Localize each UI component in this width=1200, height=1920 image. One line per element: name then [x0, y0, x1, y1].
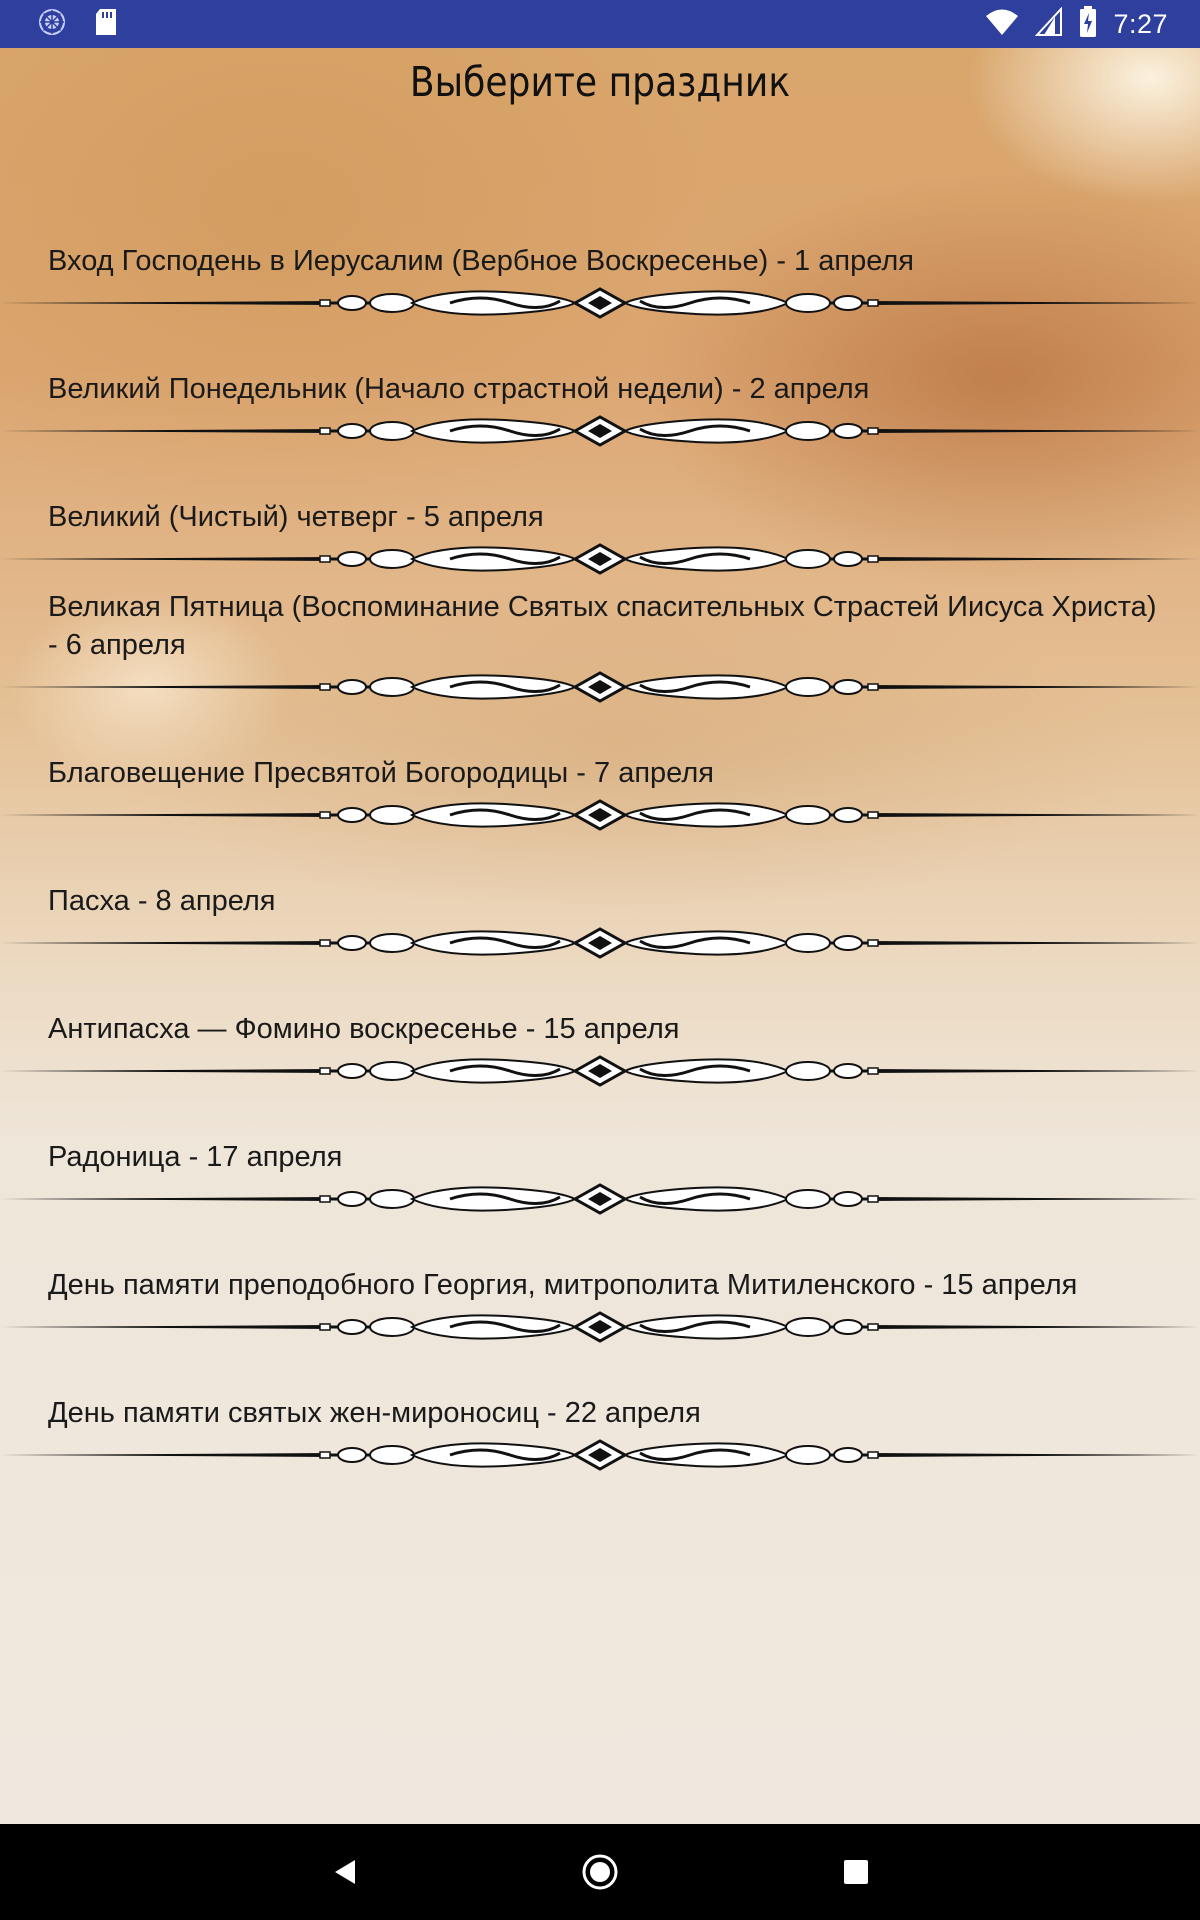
list-item[interactable]	[0, 839, 1200, 967]
list-item[interactable]	[0, 583, 1200, 711]
ornament-divider	[0, 1047, 1200, 1095]
holiday-label: Вход Господень в Иерусалим (Вербное Воскресенье) - 1 апреля	[48, 245, 914, 277]
home-icon[interactable]	[576, 1848, 624, 1896]
holiday-label: Антипасха — Фомино воскресенье - 15 апреля	[48, 1013, 680, 1045]
sync-icon	[38, 8, 66, 40]
list-item[interactable]	[0, 1223, 1200, 1351]
ornament-divider	[0, 663, 1200, 711]
holiday-label: Пасха - 8 апреля	[48, 885, 276, 917]
holiday-label: Великий Понедельник (Начало страстной недели) - 2 апреля	[48, 373, 870, 405]
holiday-label: День памяти преподобного Георгия, митрополита Митиленского - 15 апреля	[48, 1269, 1078, 1301]
battery-charging-icon	[1079, 6, 1097, 42]
list-item[interactable]	[0, 967, 1200, 1095]
ornament-divider	[0, 535, 1200, 583]
ornament-divider	[0, 1175, 1200, 1223]
recents-icon[interactable]	[832, 1848, 880, 1896]
ornament-divider	[0, 919, 1200, 967]
ornament-divider	[0, 1431, 1200, 1479]
holiday-label: Благовещение Пресвятой Богородицы - 7 апреля	[48, 757, 714, 789]
holiday-label: День памяти святых жен-мироносиц - 22 апреля	[48, 1397, 701, 1429]
list-item[interactable]	[0, 327, 1200, 455]
list-item[interactable]	[0, 455, 1200, 583]
holiday-screen	[0, 48, 1200, 1824]
holiday-label: Великий (Чистый) четверг - 5 апреля	[48, 501, 544, 533]
wifi-icon	[985, 7, 1019, 41]
list-item[interactable]	[0, 1351, 1200, 1479]
ornament-divider	[0, 407, 1200, 455]
ornament-divider	[0, 1303, 1200, 1351]
clock: 7:27	[1113, 8, 1168, 39]
list-item[interactable]	[0, 711, 1200, 839]
signal-icon	[1035, 7, 1063, 41]
holiday-label: Радоница - 17 апреля	[48, 1141, 343, 1173]
holiday-label: Великая Пятница (Воспоминание Святых спасительных Страстей Иисуса Христа) - 6 апреля	[48, 591, 1157, 661]
page-title: Выберите праздник	[409, 58, 791, 106]
back-icon[interactable]	[320, 1848, 368, 1896]
sd-card-icon	[94, 8, 118, 40]
list-item[interactable]	[0, 199, 1200, 327]
ornament-divider	[0, 791, 1200, 839]
status-bar	[0, 0, 1200, 48]
list-item[interactable]	[0, 1095, 1200, 1223]
ornament-divider	[0, 279, 1200, 327]
navigation-bar	[0, 1824, 1200, 1920]
